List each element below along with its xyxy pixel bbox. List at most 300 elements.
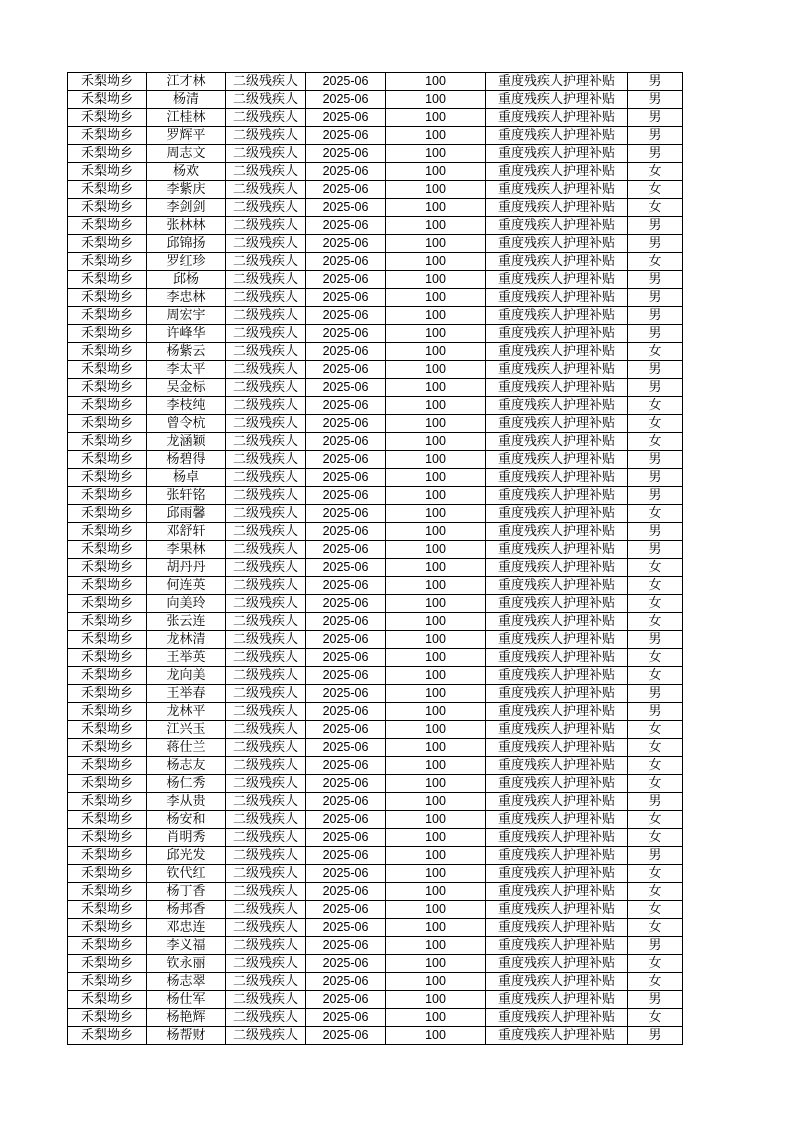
amount-cell: 100 bbox=[386, 127, 486, 145]
disability-level-cell: 二级残疾人 bbox=[226, 829, 306, 847]
gender-cell: 女 bbox=[628, 775, 683, 793]
amount-cell: 100 bbox=[386, 721, 486, 739]
amount-cell: 100 bbox=[386, 343, 486, 361]
gender-cell: 男 bbox=[628, 109, 683, 127]
township-cell: 禾梨坳乡 bbox=[68, 1009, 147, 1027]
gender-cell: 男 bbox=[628, 631, 683, 649]
gender-cell: 女 bbox=[628, 901, 683, 919]
gender-cell: 女 bbox=[628, 739, 683, 757]
township-cell: 禾梨坳乡 bbox=[68, 487, 147, 505]
subsidy-type-cell: 重度残疾人护理补贴 bbox=[486, 469, 628, 487]
name-cell: 周志文 bbox=[147, 145, 226, 163]
subsidy-type-cell: 重度残疾人护理补贴 bbox=[486, 865, 628, 883]
table-row bbox=[68, 505, 683, 523]
township-cell: 禾梨坳乡 bbox=[68, 307, 147, 325]
gender-cell: 男 bbox=[628, 937, 683, 955]
period-cell: 2025-06 bbox=[306, 397, 386, 415]
subsidy-type-cell: 重度残疾人护理补贴 bbox=[486, 595, 628, 613]
subsidy-type-cell: 重度残疾人护理补贴 bbox=[486, 415, 628, 433]
gender-cell: 男 bbox=[628, 1027, 683, 1045]
subsidy-type-cell: 重度残疾人护理补贴 bbox=[486, 145, 628, 163]
gender-cell: 女 bbox=[628, 199, 683, 217]
table-row bbox=[68, 829, 683, 847]
disability-level-cell: 二级残疾人 bbox=[226, 541, 306, 559]
disability-level-cell: 二级残疾人 bbox=[226, 307, 306, 325]
gender-cell: 男 bbox=[628, 325, 683, 343]
table-row bbox=[68, 379, 683, 397]
township-cell: 禾梨坳乡 bbox=[68, 271, 147, 289]
amount-cell: 100 bbox=[386, 829, 486, 847]
table-row bbox=[68, 757, 683, 775]
subsidy-type-cell: 重度残疾人护理补贴 bbox=[486, 559, 628, 577]
table-row bbox=[68, 541, 683, 559]
name-cell: 龙林清 bbox=[147, 631, 226, 649]
amount-cell: 100 bbox=[386, 433, 486, 451]
period-cell: 2025-06 bbox=[306, 955, 386, 973]
period-cell: 2025-06 bbox=[306, 127, 386, 145]
subsidy-type-cell: 重度残疾人护理补贴 bbox=[486, 991, 628, 1009]
table-row bbox=[68, 289, 683, 307]
period-cell: 2025-06 bbox=[306, 523, 386, 541]
disability-level-cell: 二级残疾人 bbox=[226, 793, 306, 811]
subsidy-type-cell: 重度残疾人护理补贴 bbox=[486, 541, 628, 559]
township-cell: 禾梨坳乡 bbox=[68, 163, 147, 181]
subsidy-type-cell: 重度残疾人护理补贴 bbox=[486, 451, 628, 469]
subsidy-type-cell: 重度残疾人护理补贴 bbox=[486, 127, 628, 145]
gender-cell: 女 bbox=[628, 721, 683, 739]
township-cell: 禾梨坳乡 bbox=[68, 73, 147, 91]
gender-cell: 男 bbox=[628, 703, 683, 721]
period-cell: 2025-06 bbox=[306, 505, 386, 523]
subsidy-table bbox=[67, 72, 683, 1045]
period-cell: 2025-06 bbox=[306, 451, 386, 469]
subsidy-type-cell: 重度残疾人护理补贴 bbox=[486, 433, 628, 451]
amount-cell: 100 bbox=[386, 145, 486, 163]
township-cell: 禾梨坳乡 bbox=[68, 883, 147, 901]
name-cell: 杨志翠 bbox=[147, 973, 226, 991]
subsidy-type-cell: 重度残疾人护理补贴 bbox=[486, 91, 628, 109]
amount-cell: 100 bbox=[386, 901, 486, 919]
name-cell: 邱雨馨 bbox=[147, 505, 226, 523]
disability-level-cell: 二级残疾人 bbox=[226, 109, 306, 127]
table-row bbox=[68, 1009, 683, 1027]
gender-cell: 女 bbox=[628, 667, 683, 685]
township-cell: 禾梨坳乡 bbox=[68, 577, 147, 595]
amount-cell: 100 bbox=[386, 559, 486, 577]
amount-cell: 100 bbox=[386, 217, 486, 235]
period-cell: 2025-06 bbox=[306, 721, 386, 739]
table-row bbox=[68, 91, 683, 109]
disability-level-cell: 二级残疾人 bbox=[226, 775, 306, 793]
name-cell: 杨仕军 bbox=[147, 991, 226, 1009]
subsidy-type-cell: 重度残疾人护理补贴 bbox=[486, 649, 628, 667]
table-row bbox=[68, 865, 683, 883]
period-cell: 2025-06 bbox=[306, 541, 386, 559]
subsidy-type-cell: 重度残疾人护理补贴 bbox=[486, 379, 628, 397]
table-row bbox=[68, 955, 683, 973]
name-cell: 张林林 bbox=[147, 217, 226, 235]
disability-level-cell: 二级残疾人 bbox=[226, 1009, 306, 1027]
gender-cell: 男 bbox=[628, 361, 683, 379]
subsidy-type-cell: 重度残疾人护理补贴 bbox=[486, 793, 628, 811]
township-cell: 禾梨坳乡 bbox=[68, 289, 147, 307]
period-cell: 2025-06 bbox=[306, 271, 386, 289]
name-cell: 李义福 bbox=[147, 937, 226, 955]
gender-cell: 女 bbox=[628, 613, 683, 631]
name-cell: 蒋仕兰 bbox=[147, 739, 226, 757]
name-cell: 杨帮财 bbox=[147, 1027, 226, 1045]
name-cell: 邱杨 bbox=[147, 271, 226, 289]
disability-level-cell: 二级残疾人 bbox=[226, 163, 306, 181]
gender-cell: 男 bbox=[628, 271, 683, 289]
table-row bbox=[68, 721, 683, 739]
township-cell: 禾梨坳乡 bbox=[68, 973, 147, 991]
subsidy-type-cell: 重度残疾人护理补贴 bbox=[486, 739, 628, 757]
township-cell: 禾梨坳乡 bbox=[68, 469, 147, 487]
disability-level-cell: 二级残疾人 bbox=[226, 721, 306, 739]
amount-cell: 100 bbox=[386, 253, 486, 271]
amount-cell: 100 bbox=[386, 667, 486, 685]
amount-cell: 100 bbox=[386, 883, 486, 901]
disability-level-cell: 二级残疾人 bbox=[226, 343, 306, 361]
subsidy-type-cell: 重度残疾人护理补贴 bbox=[486, 307, 628, 325]
township-cell: 禾梨坳乡 bbox=[68, 325, 147, 343]
table-row bbox=[68, 793, 683, 811]
period-cell: 2025-06 bbox=[306, 631, 386, 649]
township-cell: 禾梨坳乡 bbox=[68, 613, 147, 631]
subsidy-type-cell: 重度残疾人护理补贴 bbox=[486, 685, 628, 703]
gender-cell: 男 bbox=[628, 91, 683, 109]
subsidy-type-cell: 重度残疾人护理补贴 bbox=[486, 631, 628, 649]
period-cell: 2025-06 bbox=[306, 163, 386, 181]
subsidy-type-cell: 重度残疾人护理补贴 bbox=[486, 343, 628, 361]
township-cell: 禾梨坳乡 bbox=[68, 415, 147, 433]
table-row bbox=[68, 523, 683, 541]
subsidy-type-cell: 重度残疾人护理补贴 bbox=[486, 181, 628, 199]
table-row bbox=[68, 775, 683, 793]
amount-cell: 100 bbox=[386, 271, 486, 289]
township-cell: 禾梨坳乡 bbox=[68, 919, 147, 937]
period-cell: 2025-06 bbox=[306, 829, 386, 847]
subsidy-type-cell: 重度残疾人护理补贴 bbox=[486, 289, 628, 307]
amount-cell: 100 bbox=[386, 775, 486, 793]
name-cell: 杨艳辉 bbox=[147, 1009, 226, 1027]
disability-level-cell: 二级残疾人 bbox=[226, 181, 306, 199]
table-row bbox=[68, 973, 683, 991]
period-cell: 2025-06 bbox=[306, 145, 386, 163]
amount-cell: 100 bbox=[386, 703, 486, 721]
gender-cell: 男 bbox=[628, 307, 683, 325]
township-cell: 禾梨坳乡 bbox=[68, 361, 147, 379]
disability-level-cell: 二级残疾人 bbox=[226, 397, 306, 415]
amount-cell: 100 bbox=[386, 163, 486, 181]
township-cell: 禾梨坳乡 bbox=[68, 433, 147, 451]
name-cell: 江桂林 bbox=[147, 109, 226, 127]
table-row bbox=[68, 361, 683, 379]
table-row bbox=[68, 217, 683, 235]
period-cell: 2025-06 bbox=[306, 91, 386, 109]
gender-cell: 女 bbox=[628, 1009, 683, 1027]
township-cell: 禾梨坳乡 bbox=[68, 649, 147, 667]
gender-cell: 女 bbox=[628, 415, 683, 433]
disability-level-cell: 二级残疾人 bbox=[226, 667, 306, 685]
table-row bbox=[68, 469, 683, 487]
disability-level-cell: 二级残疾人 bbox=[226, 685, 306, 703]
name-cell: 王举英 bbox=[147, 649, 226, 667]
township-cell: 禾梨坳乡 bbox=[68, 127, 147, 145]
name-cell: 邓忠连 bbox=[147, 919, 226, 937]
table-row bbox=[68, 235, 683, 253]
disability-level-cell: 二级残疾人 bbox=[226, 505, 306, 523]
amount-cell: 100 bbox=[386, 523, 486, 541]
township-cell: 禾梨坳乡 bbox=[68, 721, 147, 739]
table-row bbox=[68, 199, 683, 217]
period-cell: 2025-06 bbox=[306, 757, 386, 775]
disability-level-cell: 二级残疾人 bbox=[226, 127, 306, 145]
subsidy-type-cell: 重度残疾人护理补贴 bbox=[486, 973, 628, 991]
name-cell: 罗辉平 bbox=[147, 127, 226, 145]
name-cell: 龙向美 bbox=[147, 667, 226, 685]
township-cell: 禾梨坳乡 bbox=[68, 145, 147, 163]
table-row bbox=[68, 73, 683, 91]
gender-cell: 男 bbox=[628, 451, 683, 469]
disability-level-cell: 二级残疾人 bbox=[226, 973, 306, 991]
name-cell: 杨安和 bbox=[147, 811, 226, 829]
subsidy-type-cell: 重度残疾人护理补贴 bbox=[486, 271, 628, 289]
gender-cell: 女 bbox=[628, 559, 683, 577]
disability-level-cell: 二级残疾人 bbox=[226, 271, 306, 289]
period-cell: 2025-06 bbox=[306, 199, 386, 217]
township-cell: 禾梨坳乡 bbox=[68, 235, 147, 253]
amount-cell: 100 bbox=[386, 847, 486, 865]
name-cell: 胡丹丹 bbox=[147, 559, 226, 577]
subsidy-type-cell: 重度残疾人护理补贴 bbox=[486, 919, 628, 937]
amount-cell: 100 bbox=[386, 757, 486, 775]
period-cell: 2025-06 bbox=[306, 325, 386, 343]
table-row bbox=[68, 991, 683, 1009]
subsidy-type-cell: 重度残疾人护理补贴 bbox=[486, 361, 628, 379]
gender-cell: 女 bbox=[628, 883, 683, 901]
amount-cell: 100 bbox=[386, 685, 486, 703]
disability-level-cell: 二级残疾人 bbox=[226, 91, 306, 109]
township-cell: 禾梨坳乡 bbox=[68, 109, 147, 127]
name-cell: 许峰华 bbox=[147, 325, 226, 343]
gender-cell: 男 bbox=[628, 523, 683, 541]
period-cell: 2025-06 bbox=[306, 73, 386, 91]
disability-level-cell: 二级残疾人 bbox=[226, 379, 306, 397]
subsidy-type-cell: 重度残疾人护理补贴 bbox=[486, 721, 628, 739]
period-cell: 2025-06 bbox=[306, 433, 386, 451]
gender-cell: 男 bbox=[628, 487, 683, 505]
gender-cell: 男 bbox=[628, 145, 683, 163]
disability-level-cell: 二级残疾人 bbox=[226, 487, 306, 505]
table-body bbox=[68, 73, 683, 1045]
period-cell: 2025-06 bbox=[306, 865, 386, 883]
disability-level-cell: 二级残疾人 bbox=[226, 613, 306, 631]
name-cell: 江才林 bbox=[147, 73, 226, 91]
subsidy-type-cell: 重度残疾人护理补贴 bbox=[486, 829, 628, 847]
gender-cell: 女 bbox=[628, 955, 683, 973]
name-cell: 周宏宇 bbox=[147, 307, 226, 325]
amount-cell: 100 bbox=[386, 199, 486, 217]
township-cell: 禾梨坳乡 bbox=[68, 775, 147, 793]
period-cell: 2025-06 bbox=[306, 307, 386, 325]
amount-cell: 100 bbox=[386, 1027, 486, 1045]
amount-cell: 100 bbox=[386, 325, 486, 343]
subsidy-type-cell: 重度残疾人护理补贴 bbox=[486, 667, 628, 685]
gender-cell: 女 bbox=[628, 577, 683, 595]
gender-cell: 女 bbox=[628, 865, 683, 883]
table-row bbox=[68, 181, 683, 199]
name-cell: 杨仁秀 bbox=[147, 775, 226, 793]
table-row bbox=[68, 433, 683, 451]
name-cell: 李太平 bbox=[147, 361, 226, 379]
township-cell: 禾梨坳乡 bbox=[68, 703, 147, 721]
disability-level-cell: 二级残疾人 bbox=[226, 991, 306, 1009]
amount-cell: 100 bbox=[386, 649, 486, 667]
table-row bbox=[68, 397, 683, 415]
disability-level-cell: 二级残疾人 bbox=[226, 595, 306, 613]
disability-level-cell: 二级残疾人 bbox=[226, 523, 306, 541]
township-cell: 禾梨坳乡 bbox=[68, 199, 147, 217]
township-cell: 禾梨坳乡 bbox=[68, 181, 147, 199]
amount-cell: 100 bbox=[386, 541, 486, 559]
table-row bbox=[68, 937, 683, 955]
township-cell: 禾梨坳乡 bbox=[68, 847, 147, 865]
township-cell: 禾梨坳乡 bbox=[68, 595, 147, 613]
period-cell: 2025-06 bbox=[306, 775, 386, 793]
name-cell: 钦代红 bbox=[147, 865, 226, 883]
gender-cell: 女 bbox=[628, 397, 683, 415]
period-cell: 2025-06 bbox=[306, 487, 386, 505]
period-cell: 2025-06 bbox=[306, 667, 386, 685]
township-cell: 禾梨坳乡 bbox=[68, 991, 147, 1009]
amount-cell: 100 bbox=[386, 919, 486, 937]
table-row bbox=[68, 919, 683, 937]
township-cell: 禾梨坳乡 bbox=[68, 523, 147, 541]
subsidy-type-cell: 重度残疾人护理补贴 bbox=[486, 901, 628, 919]
amount-cell: 100 bbox=[386, 109, 486, 127]
disability-level-cell: 二级残疾人 bbox=[226, 235, 306, 253]
subsidy-type-cell: 重度残疾人护理补贴 bbox=[486, 73, 628, 91]
name-cell: 杨卓 bbox=[147, 469, 226, 487]
disability-level-cell: 二级残疾人 bbox=[226, 865, 306, 883]
period-cell: 2025-06 bbox=[306, 901, 386, 919]
period-cell: 2025-06 bbox=[306, 847, 386, 865]
name-cell: 杨欢 bbox=[147, 163, 226, 181]
township-cell: 禾梨坳乡 bbox=[68, 793, 147, 811]
period-cell: 2025-06 bbox=[306, 361, 386, 379]
amount-cell: 100 bbox=[386, 793, 486, 811]
disability-level-cell: 二级残疾人 bbox=[226, 469, 306, 487]
table-row bbox=[68, 145, 683, 163]
name-cell: 杨碧得 bbox=[147, 451, 226, 469]
disability-level-cell: 二级残疾人 bbox=[226, 739, 306, 757]
township-cell: 禾梨坳乡 bbox=[68, 451, 147, 469]
amount-cell: 100 bbox=[386, 451, 486, 469]
disability-level-cell: 二级残疾人 bbox=[226, 901, 306, 919]
gender-cell: 女 bbox=[628, 649, 683, 667]
name-cell: 杨丁香 bbox=[147, 883, 226, 901]
township-cell: 禾梨坳乡 bbox=[68, 379, 147, 397]
name-cell: 罗红珍 bbox=[147, 253, 226, 271]
amount-cell: 100 bbox=[386, 289, 486, 307]
disability-level-cell: 二级残疾人 bbox=[226, 415, 306, 433]
name-cell: 李剑剑 bbox=[147, 199, 226, 217]
name-cell: 江兴玉 bbox=[147, 721, 226, 739]
table-row bbox=[68, 127, 683, 145]
amount-cell: 100 bbox=[386, 577, 486, 595]
name-cell: 张轩铭 bbox=[147, 487, 226, 505]
gender-cell: 男 bbox=[628, 793, 683, 811]
township-cell: 禾梨坳乡 bbox=[68, 343, 147, 361]
table-row bbox=[68, 415, 683, 433]
period-cell: 2025-06 bbox=[306, 379, 386, 397]
amount-cell: 100 bbox=[386, 307, 486, 325]
disability-level-cell: 二级残疾人 bbox=[226, 361, 306, 379]
township-cell: 禾梨坳乡 bbox=[68, 937, 147, 955]
gender-cell: 女 bbox=[628, 163, 683, 181]
amount-cell: 100 bbox=[386, 73, 486, 91]
gender-cell: 女 bbox=[628, 505, 683, 523]
period-cell: 2025-06 bbox=[306, 253, 386, 271]
table-row bbox=[68, 1027, 683, 1045]
amount-cell: 100 bbox=[386, 415, 486, 433]
township-cell: 禾梨坳乡 bbox=[68, 811, 147, 829]
period-cell: 2025-06 bbox=[306, 181, 386, 199]
disability-level-cell: 二级残疾人 bbox=[226, 325, 306, 343]
township-cell: 禾梨坳乡 bbox=[68, 253, 147, 271]
disability-level-cell: 二级残疾人 bbox=[226, 757, 306, 775]
table-row bbox=[68, 559, 683, 577]
gender-cell: 男 bbox=[628, 541, 683, 559]
township-cell: 禾梨坳乡 bbox=[68, 757, 147, 775]
disability-level-cell: 二级残疾人 bbox=[226, 1027, 306, 1045]
disability-level-cell: 二级残疾人 bbox=[226, 145, 306, 163]
township-cell: 禾梨坳乡 bbox=[68, 631, 147, 649]
table-row bbox=[68, 451, 683, 469]
subsidy-type-cell: 重度残疾人护理补贴 bbox=[486, 235, 628, 253]
table-row bbox=[68, 307, 683, 325]
subsidy-type-cell: 重度残疾人护理补贴 bbox=[486, 217, 628, 235]
disability-level-cell: 二级残疾人 bbox=[226, 289, 306, 307]
gender-cell: 男 bbox=[628, 127, 683, 145]
subsidy-type-cell: 重度残疾人护理补贴 bbox=[486, 883, 628, 901]
subsidy-type-cell: 重度残疾人护理补贴 bbox=[486, 955, 628, 973]
name-cell: 邱光发 bbox=[147, 847, 226, 865]
amount-cell: 100 bbox=[386, 631, 486, 649]
township-cell: 禾梨坳乡 bbox=[68, 559, 147, 577]
amount-cell: 100 bbox=[386, 955, 486, 973]
amount-cell: 100 bbox=[386, 1009, 486, 1027]
gender-cell: 男 bbox=[628, 847, 683, 865]
table-row bbox=[68, 271, 683, 289]
table-row bbox=[68, 613, 683, 631]
table-row bbox=[68, 901, 683, 919]
name-cell: 龙林平 bbox=[147, 703, 226, 721]
name-cell: 杨清 bbox=[147, 91, 226, 109]
gender-cell: 女 bbox=[628, 811, 683, 829]
period-cell: 2025-06 bbox=[306, 415, 386, 433]
name-cell: 李枝纯 bbox=[147, 397, 226, 415]
table-row bbox=[68, 739, 683, 757]
name-cell: 王举春 bbox=[147, 685, 226, 703]
gender-cell: 女 bbox=[628, 973, 683, 991]
amount-cell: 100 bbox=[386, 469, 486, 487]
gender-cell: 女 bbox=[628, 919, 683, 937]
table-row bbox=[68, 649, 683, 667]
disability-level-cell: 二级残疾人 bbox=[226, 451, 306, 469]
